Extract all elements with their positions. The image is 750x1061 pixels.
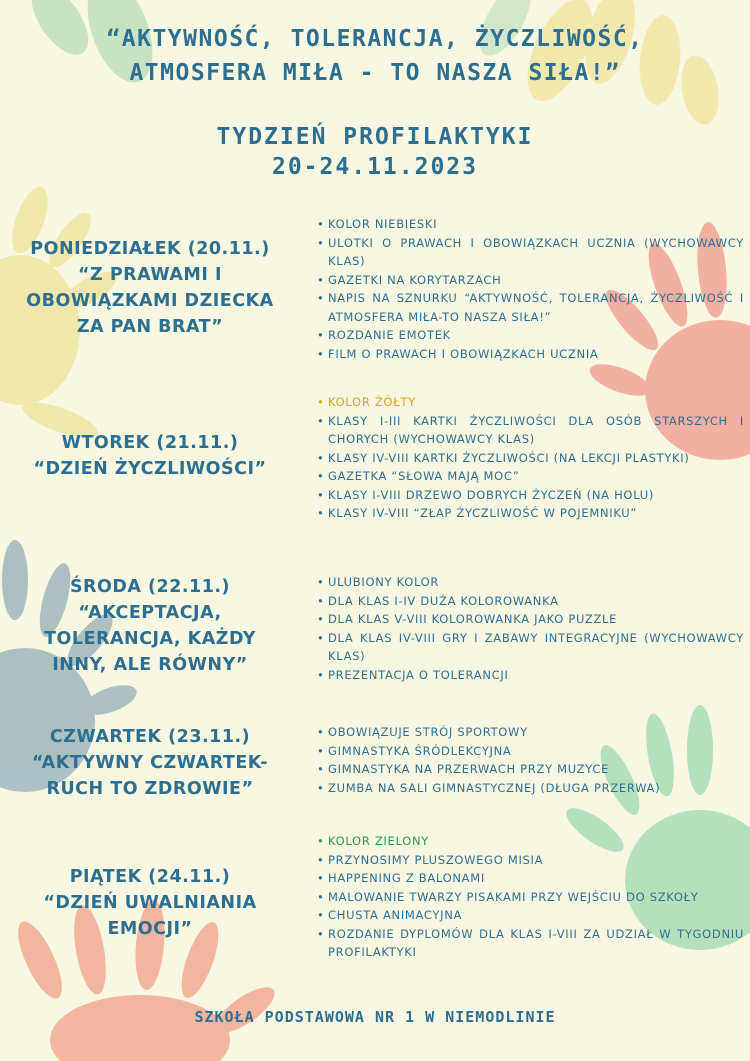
list-item: • HAPPENING Z BALONAMI — [316, 869, 744, 888]
list-item: • PREZENTACJA O TOLERANCJI — [316, 666, 744, 685]
day-items-monday — [316, 215, 744, 363]
day-title-wednesday — [10, 574, 290, 678]
list-item: • KLASY I-VIII DRZEWO DOBRYCH ŻYCZEŃ (NA HOLU) — [316, 486, 744, 505]
day-title-line: ZA PAN BRAT” — [76, 317, 224, 337]
slogan-line-1: “AKTYWNOŚĆ, TOLERANCJA, ŻYCZLIWOŚĆ, — [106, 26, 644, 52]
slogan — [0, 22, 750, 90]
day-title-line: “AKTYWNY CZWARTEK- — [31, 753, 269, 773]
title-text: TYDZIEŃ PROFILAKTYKI — [216, 124, 534, 150]
list-item: • KLASY IV-VIII KARTKI ŻYCZLIWOŚCI (NA LEKCJI PLASTYKI) — [316, 449, 744, 468]
day-title-line: INNY, ALE RÓWNY” — [52, 655, 248, 675]
list-item: • GIMNASTYKA ŚRÓDLEKCYJNA — [316, 742, 744, 761]
day-title-line: RUCH TO ZDROWIE” — [46, 779, 254, 799]
list-item: • MALOWANIE TWARZY PISAKAMI PRZY WEJŚCIU DO SZKOŁY — [316, 888, 744, 907]
list-item: • KLASY I-III KARTKI ŻYCZLIWOŚCI DLA OSÓB STARSZYCH I CHORYCH (WYCHOWAWCY KLAS) — [316, 412, 744, 449]
day-title-line: “Z PRAWAMI I — [78, 265, 222, 285]
day-items-tuesday — [316, 393, 744, 523]
day-title-line: TOLERANCJA, KAŻDY — [44, 629, 256, 649]
list-item: • KOLOR ŻÓŁTY — [316, 393, 744, 412]
day-title-friday — [10, 864, 290, 942]
list-item: • ROZDANIE DYPLOMÓW DLA KLAS I-VIII ZA UDZIAŁ W TYGODNIU PROFILAKTYKI — [316, 925, 744, 962]
list-item: • ROZDANIE EMOTEK — [316, 326, 744, 345]
school-name-footer: SZKOŁA PODSTAWOWA NR 1 W NIEMODLINIE — [194, 1008, 556, 1026]
day-title-line: “AKCEPTACJA, — [78, 603, 222, 623]
title-dates: 20-24.11.2023 — [271, 154, 478, 180]
day-title-line: CZWARTEK (23.11.) — [49, 727, 251, 747]
list-item: • ZUMBA NA SALI GIMNASTYCZNEJ (DŁUGA PRZERWA) — [316, 779, 744, 798]
list-item: • KOLOR NIEBIESKI — [316, 215, 744, 234]
day-items-friday — [316, 832, 744, 962]
list-item: • PRZYNOSIMY PLUSZOWEGO MISIA — [316, 851, 744, 870]
page-title — [0, 122, 750, 182]
list-item: • DLA KLAS IV-VIII GRY I ZABAWY INTEGRACYJNE (WYCHOWAWCY KLAS) — [316, 629, 744, 666]
list-item: • DLA KLAS V-VIII KOLOROWANKA JAKO PUZZLE — [316, 610, 744, 629]
day-title-monday — [10, 236, 290, 340]
day-items-wednesday — [316, 573, 744, 684]
list-item: • ULOTKI O PRAWACH I OBOWIĄZKACH UCZNIA (WYCHOWAWCY KLAS) — [316, 234, 744, 271]
slogan-line-2: ATMOSFERA MIŁA - TO NASZA SIŁA!” — [129, 60, 621, 86]
list-item: • FILM O PRAWACH I OBOWIĄZKACH UCZNIA — [316, 345, 744, 364]
list-item: • DLA KLAS I-IV DUŻA KOLOROWANKA — [316, 592, 744, 611]
list-item: • KOLOR ZIELONY — [316, 832, 744, 851]
day-title-tuesday — [10, 430, 290, 482]
list-item: • ULUBIONY KOLOR — [316, 573, 744, 592]
list-item: • NAPIS NA SZNURKU “AKTYWNOŚĆ, TOLERANCJA, ŻYCZLIWOŚĆ I ATMOSFERA MIŁA-TO NASZA SIŁA!” — [316, 289, 744, 326]
day-title-line: WTOREK (21.11.) — [61, 433, 239, 453]
list-item: • KLASY IV-VIII “ZŁAP ŻYCZLIWOŚĆ W POJEMNIKU” — [316, 504, 744, 523]
day-title-line: PONIEDZIAŁEK (20.11.) — [30, 239, 270, 259]
day-title-line: OBOWIĄZKAMI DZIECKA — [26, 291, 274, 311]
day-title-line: “DZIEŃ ŻYCZLIWOŚCI” — [33, 459, 267, 479]
list-item: • CHUSTA ANIMACYJNA — [316, 906, 744, 925]
day-title-line: PIĄTEK (24.11.) — [69, 867, 231, 887]
list-item: • OBOWIĄZUJE STRÓJ SPORTOWY — [316, 723, 744, 742]
list-item: • GIMNASTYKA NA PRZERWACH PRZY MUZYCE — [316, 760, 744, 779]
day-title-line: EMOCJI” — [107, 919, 193, 939]
list-item: • GAZETKI NA KORYTARZACH — [316, 271, 744, 290]
day-title-line: “DZIEŃ UWALNIANIA — [43, 893, 257, 913]
list-item: • GAZETKA “SŁOWA MAJĄ MOC” — [316, 467, 744, 486]
day-title-thursday — [10, 724, 290, 802]
day-title-line: ŚRODA (22.11.) — [69, 577, 231, 597]
day-items-thursday — [316, 723, 744, 797]
